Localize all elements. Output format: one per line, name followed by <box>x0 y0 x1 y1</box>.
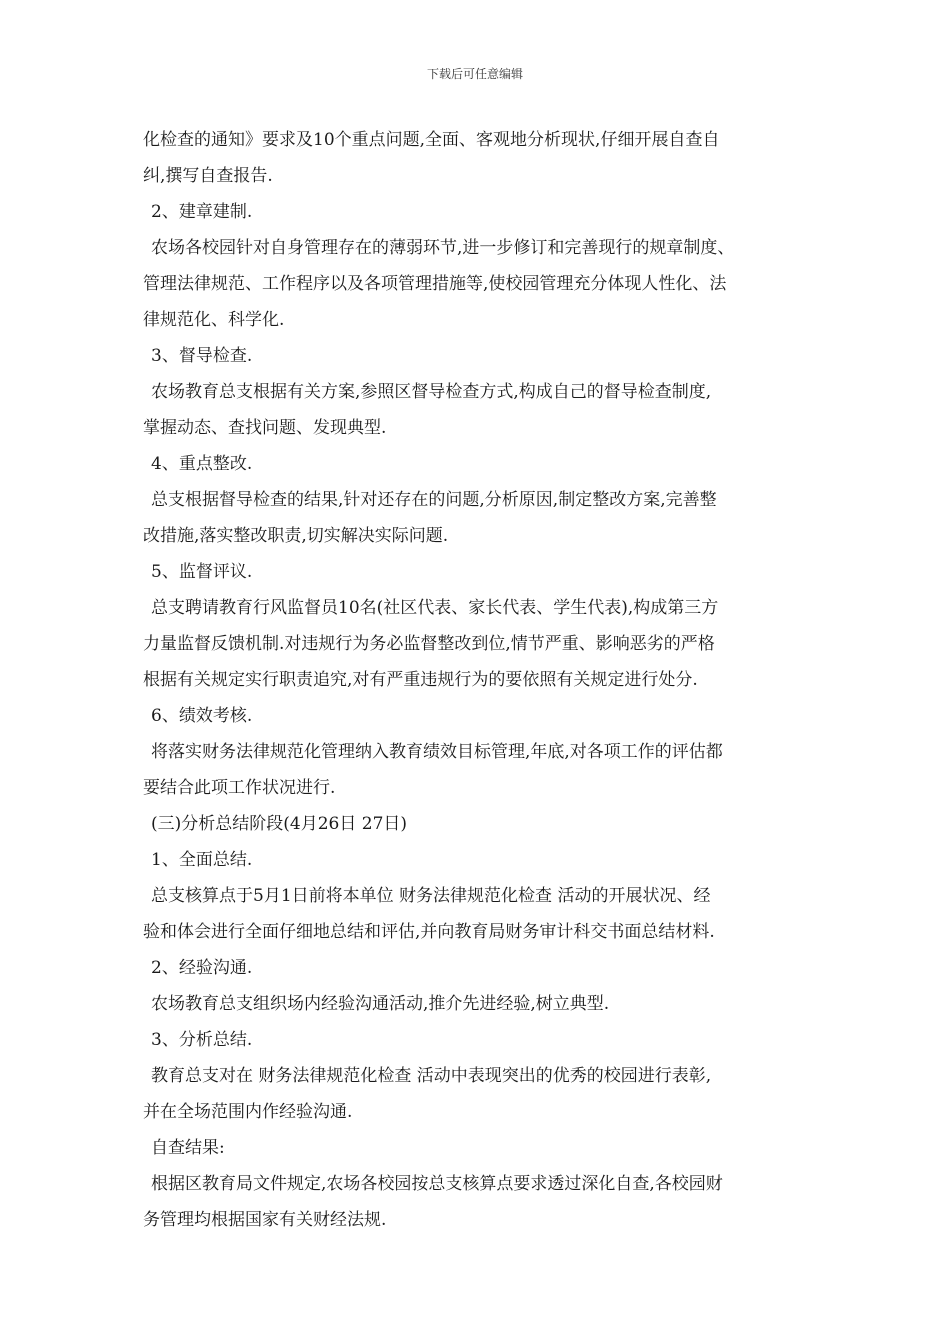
section-heading: 4、重点整改. <box>151 454 253 474</box>
section-heading: 3、分析总结. <box>151 1030 253 1050</box>
section-heading: 2、经验沟通. <box>151 958 253 978</box>
page-header: 下载后可任意编辑 <box>426 67 523 81</box>
text-line: 农场教育总支组织场内经验沟通活动,推介先进经验,树立典型. <box>151 994 610 1014</box>
section-heading: 3、督导检查. <box>151 346 253 366</box>
text-line: 农场教育总支根据有关方案,参照区督导检查方式,构成自己的督导检查制度, <box>151 382 712 402</box>
text-line: 总支根据督导检查的结果,针对还存在的问题,分析原因,制定整改方案,完善整 <box>151 490 717 510</box>
text-line: 将落实财务法律规范化管理纳入教育绩效目标管理,年底,对各项工作的评估都 <box>151 742 723 762</box>
text-line: 农场各校园针对自身管理存在的薄弱环节,进一步修订和完善现行的规章制度、 <box>151 238 735 258</box>
text-line: 务管理均根据国家有关财经法规. <box>143 1210 387 1230</box>
text-line: 要结合此项工作状况进行. <box>143 778 336 798</box>
section-heading: 自查结果: <box>151 1138 225 1158</box>
section-heading: 2、建章建制. <box>151 202 253 222</box>
text-line: 律规范化、科学化. <box>143 310 285 330</box>
text-line: 化检查的通知》要求及10个重点问题,全面、客观地分析现状,仔细开展自查自 <box>143 130 720 150</box>
text-line: 教育总支对在 财务法律规范化检查 活动中表现突出的优秀的校园进行表彰, <box>151 1066 712 1086</box>
text-line: 改措施,落实整改职责,切实解决实际问题. <box>143 526 449 546</box>
text-line: 验和体会进行全面仔细地总结和评估,并向教育局财务审计科交书面总结材料. <box>143 922 715 942</box>
text-line: 根据有关规定实行职责追究,对有严重违规行为的要依照有关规定进行处分. <box>143 670 698 690</box>
text-line: 纠,撰写自查报告. <box>143 166 273 186</box>
text-line: 并在全场范围内作经验沟通. <box>143 1102 353 1122</box>
text-line: 管理法律规范、工作程序以及各项管理措施等,使校园管理充分体现人性化、法 <box>143 274 727 294</box>
text-line: 掌握动态、查找问题、发现典型. <box>143 418 387 438</box>
text-line: 根据区教育局文件规定,农场各校园按总支核算点要求透过深化自查,各校园财 <box>151 1174 723 1194</box>
section-heading: 6、绩效考核. <box>151 706 253 726</box>
section-heading: 5、监督评议. <box>151 562 253 582</box>
text-line: 总支聘请教育行风监督员10名(社区代表、家长代表、学生代表),构成第三方 <box>151 598 719 618</box>
text-line: 力量监督反馈机制.对违规行为务必监督整改到位,情节严重、影响恶劣的严格 <box>143 634 715 654</box>
section-heading: 1、全面总结. <box>151 850 253 870</box>
text-line: 总支核算点于5月1日前将本单位 财务法律规范化检查 活动的开展状况、经 <box>151 886 711 906</box>
document-body <box>143 122 818 1238</box>
stage-heading: (三)分析总结阶段(4月26日 27日) <box>151 814 408 834</box>
